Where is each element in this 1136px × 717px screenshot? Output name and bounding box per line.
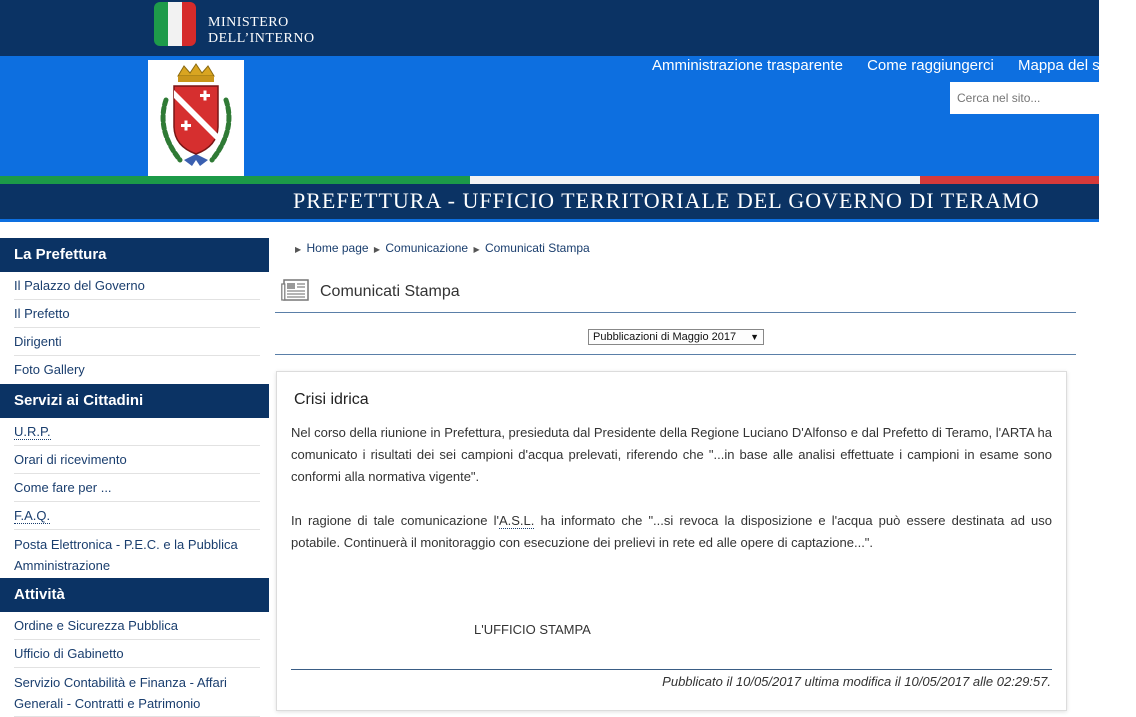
article-card [276,371,1067,711]
breadcrumb-comunicazione[interactable]: Comunicazione [385,241,469,255]
sidebar-item-contabilita[interactable]: Servizio Contabilità e Finanza - Affari Generali - Contratti e Patrimonio [14,668,260,717]
ministry-line2: DELL’INTERNO [208,31,315,46]
p2-text-before: In ragione di tale comunicazione l' [291,513,499,528]
sidebar-item-ordine-sicurezza[interactable]: Ordine e Sicurezza Pubblica [14,612,260,640]
sidebar-section-servizi[interactable]: Servizi ai Cittadini [0,384,269,418]
ministry-logo-text[interactable] [208,15,315,47]
article-paragraph-1: Nel corso della riunione in Prefettura, presieduta dal Presidente della Regione Luciano D'Alfonso e dal Prefetto di Teramo, l'ARTA ha comunicato i risultati dei sei campioni d'acqua prelevati, riferendo che "...in base alle analisi effettuate i campioni in esame sono conformi alla normativa vigente". [291,425,1052,484]
page-heading [275,277,1076,313]
title-band [0,184,1099,222]
sidebar-item-dirigenti[interactable]: Dirigenti [14,328,260,356]
month-filter-select[interactable] [588,329,764,345]
filter-row [275,313,1076,355]
top-links [652,57,1136,77]
site-title: PREFETTURA - UFFICIO TERRITORIALE DEL GOVERNO DI TERAMO [293,188,1040,213]
breadcrumb-arrow-icon: ▶ [473,245,480,254]
divider [291,669,1052,670]
sidebar-section-la-prefettura[interactable]: La Prefettura [0,238,269,272]
breadcrumb-comunicati[interactable]: Comunicati Stampa [484,241,590,255]
article-title: Crisi idrica [294,391,369,408]
breadcrumb-arrow-icon: ▶ [295,245,302,254]
ministry-line1: MINISTERO [208,15,289,30]
sidebar-item-come-fare[interactable]: Come fare per ... [14,474,260,502]
prefecture-crest-icon[interactable] [148,60,244,176]
chevron-down-icon: ▼ [750,332,759,342]
sidebar-item-foto-gallery[interactable]: Foto Gallery [14,362,85,377]
sidebar-item-prefetto[interactable]: Il Prefetto [14,300,260,328]
tricolor-strip [0,176,1099,184]
sidebar-section-attivita[interactable]: Attività [0,578,269,612]
breadcrumb-arrow-icon: ▶ [373,245,381,254]
article-paragraph-2 [291,510,1052,554]
breadcrumb [293,241,590,255]
sidebar-item-urp-label: U.R.P. [14,424,51,439]
sidebar-item-orari[interactable]: Orari di ricevimento [14,446,260,474]
sidebar-item-pec[interactable]: Posta Elettronica - P.E.C. e la Pubblica Amministrazione [14,537,238,573]
p2-text-after: ha informato che "...si revoca la disposizione e l'acqua può essere destinata ad uso potabile. Continuerà il monitoraggio con esecuzione dei prelievi in rete ed alle opere di captazione...". [291,513,1053,550]
breadcrumb-home[interactable]: Home page [306,241,369,255]
link-mappa-del-sito[interactable]: Mappa del sito [1018,57,1116,74]
sidebar-item-faq-label: F.A.Q. [14,508,51,523]
link-come-raggiungerci[interactable]: Come raggiungerci [867,57,994,74]
publication-info: Pubblicato il 10/05/2017 ultima modifica il 10/05/2017 alle 02:29:57. [662,674,1051,689]
newspaper-icon [281,279,309,301]
sidebar-item-gabinetto[interactable]: Ufficio di Gabinetto [14,640,260,668]
month-filter-value: Pubblicazioni di Maggio 2017 [593,331,737,343]
page-title: Comunicati Stampa [320,283,460,300]
search-input[interactable] [950,82,1110,114]
sidebar-item-urp[interactable] [14,418,260,446]
ministry-bar [0,0,1099,56]
link-amministrazione-trasparente[interactable]: Amministrazione trasparente [652,57,843,74]
asl-abbreviation: A.S.L. [498,513,535,528]
sidebar [0,238,269,711]
article-signature: L'UFFICIO STAMPA [474,622,591,637]
italian-flag-icon[interactable] [154,2,196,46]
sidebar-item-palazzo[interactable]: Il Palazzo del Governo [14,272,260,300]
sidebar-item-faq[interactable] [14,502,260,530]
